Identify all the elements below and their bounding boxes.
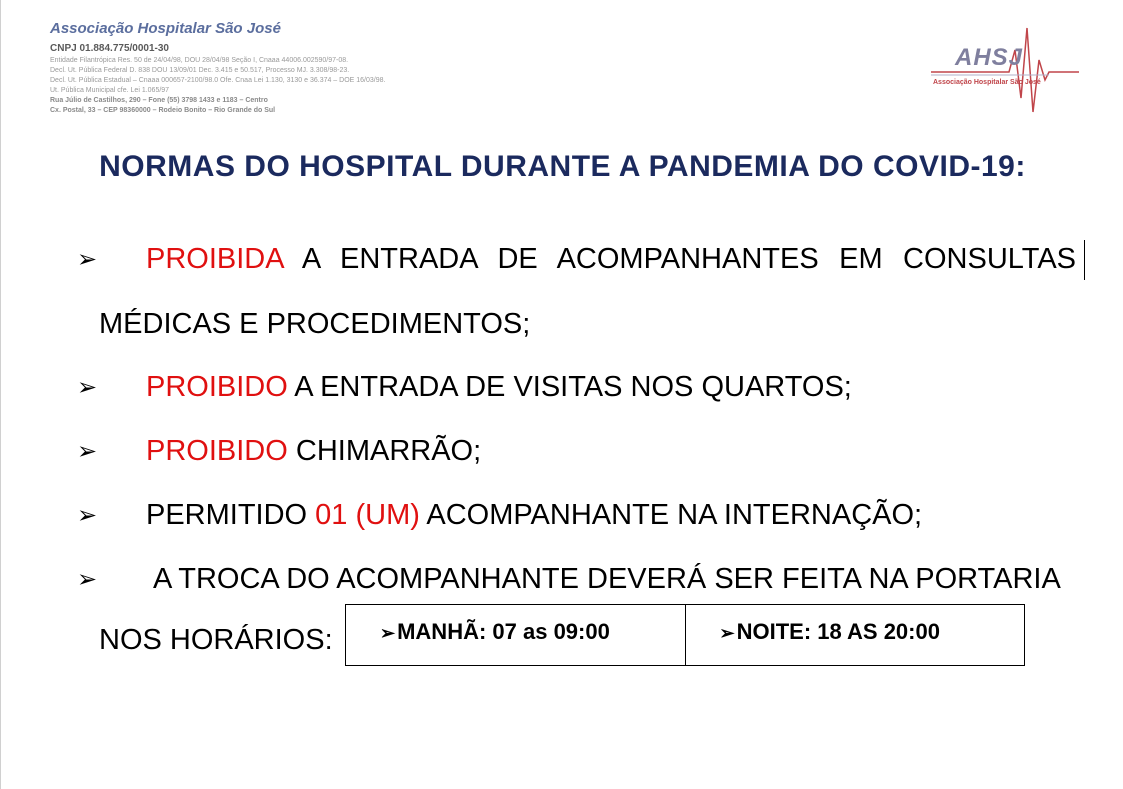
visiting-hours-table — [345, 604, 1025, 666]
rule-1-word: A — [301, 243, 320, 275]
bullet-arrow-icon: ➢ — [77, 502, 98, 529]
cnpj-number: CNPJ 01.884.775/0001-30 — [50, 43, 169, 54]
rule-2-text: A ENTRADA DE VISITAS NOS QUARTOS; — [287, 371, 852, 403]
logo-subtitle: Associação Hospitalar São José — [933, 79, 1041, 86]
bullet-arrow-icon: ➢ — [77, 566, 98, 593]
rule-1-word: EM — [839, 243, 883, 275]
night-hours: NOITE: 18 AS 20:00 — [736, 619, 940, 644]
bullet-arrow-icon: ➢ — [719, 623, 735, 643]
rule-1-highlight: PROIBIDA — [146, 243, 283, 275]
letterhead — [50, 20, 385, 116]
rule-1-word: DE — [497, 243, 538, 275]
rule-3-text: CHIMARRÃO; — [287, 435, 482, 467]
text-cursor — [1084, 240, 1085, 280]
rule-1 — [146, 243, 1076, 276]
rule-4-highlight: 01 (UM) — [315, 499, 420, 531]
morning-hours: MANHÃ: 07 as 09:00 — [397, 619, 610, 644]
bullet-arrow-icon: ➢ — [77, 374, 98, 401]
rule-3 — [146, 435, 481, 468]
letterhead-line: Decl. Ut. Pública Estadual – Cnaaa 000657-2100/98.0 Ofe. Cnaa Lei 1.130, 3130 e 36.374 – DOE 16/03/98. — [50, 77, 386, 84]
bullet-arrow-icon: ➢ — [77, 246, 98, 273]
letterhead-line: Decl. Ut. Pública Federal D. 838 DOU 13/09/01 Dec. 3.415 e 50.517, Processo MJ. 3.308/98-23. — [50, 67, 350, 74]
rule-4-text-end: ACOMPANHANTE NA INTERNAÇÃO; — [419, 499, 923, 531]
hospital-logo — [931, 20, 1079, 120]
rule-1-word: CONSULTAS — [903, 243, 1076, 275]
rule-5-continuation: NOS HORÁRIOS: — [99, 624, 333, 656]
bullet-arrow-icon: ➢ — [380, 623, 396, 643]
address-line: Cx. Postal, 33 – CEP 98360000 – Rodeio Bonito – Rio Grande do Sul — [50, 107, 276, 114]
rule-4 — [146, 499, 922, 532]
rule-2 — [146, 371, 852, 404]
rule-2-highlight: PROIBIDO — [146, 371, 288, 403]
logo-text: AHSJ — [955, 44, 1024, 71]
organization-name: Associação Hospitalar São José — [50, 20, 281, 37]
rule-4-text: PERMITIDO — [146, 499, 316, 531]
rule-5: A TROCA DO ACOMPANHANTE DEVERÁ SER FEITA NA PORTARIA — [153, 563, 1061, 595]
night-hours-cell — [685, 605, 1025, 665]
bullet-arrow-icon: ➢ — [77, 438, 98, 465]
rule-1-continuation: MÉDICAS E PROCEDIMENTOS; — [99, 308, 531, 340]
rule-3-highlight: PROIBIDO — [146, 435, 288, 467]
morning-hours-cell — [346, 605, 685, 665]
letterhead-line: Entidade Filantrópica Res. 50 de 24/04/98, DOU 28/04/98 Seção I, Cnaaa 44006.002590/97-08. — [50, 57, 349, 64]
letterhead-line: Ut. Pública Municipal cfe. Lei 1.065/97 — [50, 87, 170, 94]
rule-1-word: ENTRADA — [340, 243, 477, 275]
rule-1-word: ACOMPANHANTES — [556, 243, 819, 275]
page-title: NORMAS DO HOSPITAL DURANTE A PANDEMIA DO COVID-19: — [99, 150, 1026, 183]
address-line: Rua Júlio de Castilhos, 290 – Fone (55) 3798 1433 e 1183 – Centro — [50, 97, 268, 104]
